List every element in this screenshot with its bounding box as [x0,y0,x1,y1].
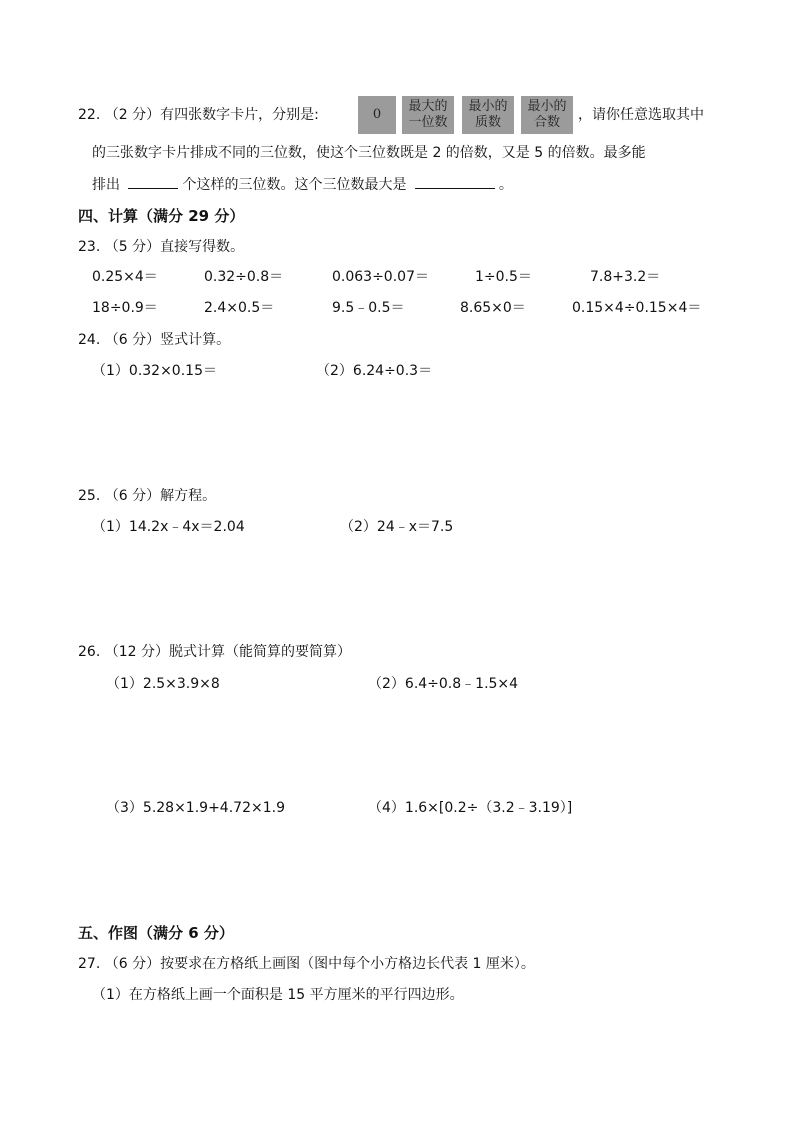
q27-title: 27. （6 分）按要求在方格纸上画图（图中每个小方格边长代表 1 厘米）。 [78,956,535,972]
q23-item: 0.25×4＝ [92,269,158,285]
q23-item: 8.65×0＝ [460,300,526,316]
answer-blank-count[interactable] [128,174,178,189]
q23-item: 7.8+3.2＝ [590,269,661,285]
q26-item-3: （3）5.28×1.9+4.72×1.9 [106,800,285,816]
q27-sub1: （1）在方格纸上画一个面积是 15 平方厘米的平行四边形。 [92,987,464,1003]
q26-item-2: （2）6.4÷0.8﹣1.5×4 [368,676,519,692]
answer-blank-max[interactable] [415,174,495,189]
card-text-line2: 质数 [474,115,501,130]
q23-title: 23. （5 分）直接写得数。 [78,239,245,255]
q22-line3-b: 个这样的三位数。这个三位数最大是 [182,177,407,193]
section5-title: 五、作图（满分 6 分） [78,924,234,942]
q23-item: 2.4×0.5＝ [204,300,275,316]
q22-line3-a: 排出 [92,177,120,193]
q23-item: 0.15×4÷0.15×4＝ [572,300,702,316]
q26-title: 26. （12 分）脱式计算（能简算的要简算） [78,644,351,660]
section4-title: 四、计算（满分 29 分） [78,207,245,225]
q24-item-2: （2）6.24÷0.3＝ [316,363,433,379]
q23-item: 0.063÷0.07＝ [332,269,429,285]
card-text: 0 [372,107,382,122]
q25-title: 25. （6 分）解方程。 [78,488,217,504]
q23-item: 0.32÷0.8＝ [204,269,284,285]
q23-item: 18÷0.9＝ [92,300,158,316]
card-text-line1: 最小的 [527,99,567,114]
q22-line3-c: 。 [498,177,513,193]
q25-item-1: （1）14.2x﹣4x＝2.04 [92,519,245,535]
q24-item-1: （1）0.32×0.15＝ [92,363,217,379]
q23-item: 9.5﹣0.5＝ [332,300,405,316]
number-card-smallest-prime [462,96,514,134]
card-text-line1: 最大的 [408,99,448,114]
q26-item-4: （4）1.6×[0.2÷（3.2﹣3.19）] [368,800,573,816]
number-card-largest-digit [402,96,454,134]
q22-line2: 的三张数字卡片排成不同的三位数，使这个三位数既是 2 的倍数，又是 5 的倍数。最多能 [92,145,646,161]
q23-item: 1÷0.5＝ [475,269,532,285]
number-card-0 [358,96,396,134]
q26-item-1: （1）2.5×3.9×8 [106,676,220,692]
number-card-smallest-composite [521,96,573,134]
q22-tail: ，请你任意选取其中 [578,107,704,123]
card-text-line2: 一位数 [408,115,448,130]
q24-title: 24. （6 分）竖式计算。 [78,332,231,348]
card-text-line2: 合数 [533,115,560,130]
q25-item-2: （2）24﹣x＝7.5 [340,519,454,535]
card-text-line1: 最小的 [468,99,508,114]
q22-line3 [92,174,513,195]
q22-lead: 22. （2 分）有四张数字卡片，分别是: [78,107,319,123]
